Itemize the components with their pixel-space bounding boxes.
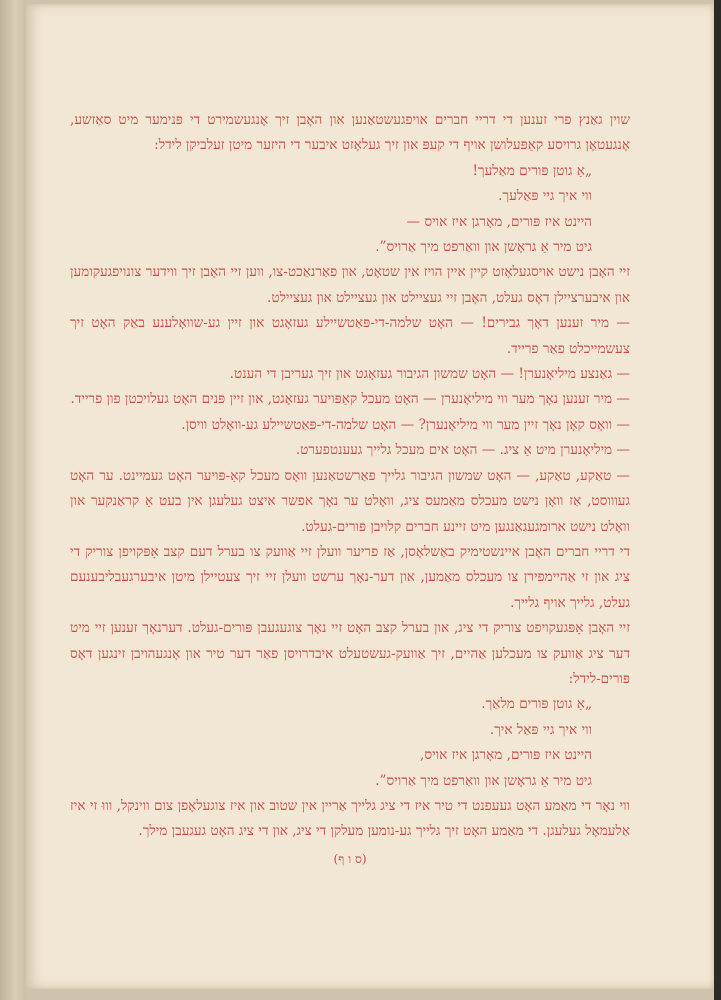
song-line: „אַ גוטן פּורים מלאַך.: [481, 696, 592, 713]
page-edge-shadow: [714, 0, 721, 1000]
story-text: [70, 108, 630, 872]
song-line: היינט איז פּורים, מאָרגן איז אויס,: [420, 747, 592, 764]
paragraph: — גאַנצע מיליאָנערן! — האָט שמשון הגיבור געזאָגט און זיך געריבן די הענט.: [229, 366, 630, 383]
song-line: היינט איז פּורים, מאָרגן איז אויס —: [406, 213, 592, 230]
song-line: ווי איך גיי פּאַלעך.: [498, 188, 592, 205]
paragraph: זיי האָבן אָפּגעקויפט צוריק די ציג, און בערל קצב האָט זיי נאָך צוגעגעבן פּורים-געלט. דערנאָך זענען זיי מיט דער ציג אַוועק צו מעכלען אַהיים, זיך אַוועק-געשטעלט איבדרויסן פאַר דער טיר און אָנגעהויבן זינגען דאָס פּורים-לידל:: [70, 620, 630, 687]
paragraph: זיי האָבן נישט אויסגעלאָזט קיין איין הויז אין שטאָט, און פאַרנאַכט-צו, ווען זיי האָבן זיך ווידער צונויפגעקומען און איבערציילן דאָס געלט, האָבן זיי געציילט און געציילט און געציילט.: [70, 264, 630, 306]
paragraph: — מיר זענען נאָך מער ווי מיליאָנערן — האָט מעכל קאַפּויער געזאָגט, און זיין פּנים האָט געלויכטן פון פרייד.: [70, 391, 630, 408]
paragraph: — מיר זענען דאָך גבירים! — האָט שלמה-די-פּאַטשיילע געזאָגט און זיין גע-שוואָלענע באַק האָט זיך צעשמייכלט פאַר פרייד.: [70, 315, 630, 357]
paragraph: ווי נאָר די מאַמע האָט געעפנט די טיר איז די ציג גלייך אַריין אין שטוב און איז צוגעלאָפן צום ווינקל, וווּ זי איז אַלעמאָל געלעגן. די מאַמע האָט זיך גלייך גע-נומען מעלקן די ציג, און די ציג האָט געגעבן מילך.: [70, 797, 630, 840]
paragraph: — טאַקע, טאַקע, — האָט שמשון הגיבור גלייך פאַרשטאַנען וואָס מעכל קאַ-פּויער האָט געמיינט. ער האָט געוווסט, אַז וואָן נישט מעכלס מאַמעס ציג, וואָלט ער נאָך אפשר איצט געלעגן אין בעט אַ קראַנקער און וואָלט נישט ארומגעגאַנגען מיט זיינע חברים קלויבן פּורים-געלט.: [70, 467, 630, 535]
song-line: ווי איך גיי פּאַל איך.: [489, 721, 592, 738]
book-gutter: [0, 0, 26, 1000]
paragraph: די דריי חברים האָבן איינשטימיק באַשלאָסן, אַז פריער וועלן זיי אַוועק צו בערל דעם קצב אָפּקויפן צוריק די ציג און זי אַהיימפירן צו מעכלס מאַמען, און דער-נאָך ערשט וועלן זיי זיך צעטיילן מיטן איבערגעבליבענעם געלט, גלייך אויף גלייך.: [70, 543, 630, 611]
paragraph: שוין גאַנץ פרי זענען די דריי חברים אויפגעשטאַנען און האָבן זיך אָנגעשמירט די פּנימער מיט סאַזשע, אָנגעטאָן גרויסע קאַפּעלושן אויף די קעפּ און זיך געלאָזט איבער די היזער מיטן זעלביקן לידל:: [70, 112, 630, 154]
song-line: „אַ גוטן פּורים מאַלעך!: [472, 162, 592, 179]
song-line: גיט מיר אַ גראָשן און וואַרפט מיך אַרויס”.: [375, 239, 592, 256]
paragraph: — וואָס קאָן נאָך זיין מער ווי מיליאָנערן? — האָט שלמה-די-פּאַטשיילע גע-וואָלט וויסן.: [181, 416, 630, 433]
song-line: גיט מיר אַ גראָשן און וואַרפט מיך אַרויס”.: [375, 772, 592, 789]
paragraph: — מיליאָנערן מיט אַ ציג. — האָט אים מעכל גלייך געענטפערט.: [295, 442, 630, 459]
end-mark: (ס ו ף): [333, 851, 367, 866]
